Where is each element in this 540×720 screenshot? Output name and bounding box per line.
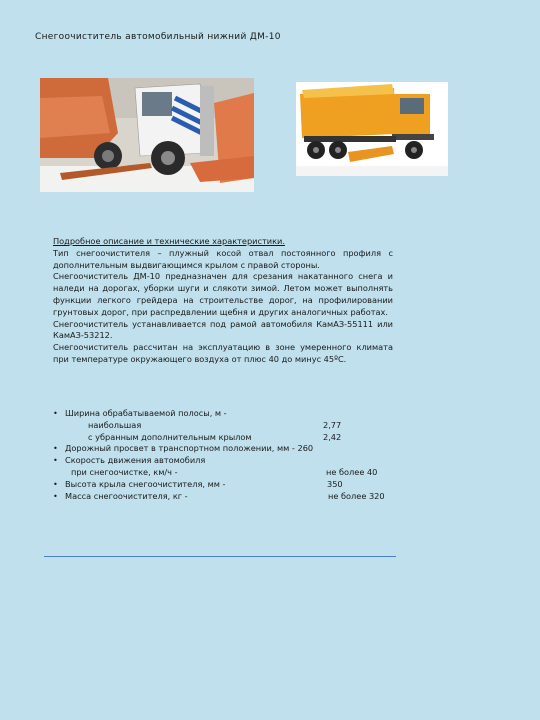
spec-label: Дорожный просвет в транспортном положении, мм - 260 (65, 443, 314, 454)
description-block (53, 236, 393, 366)
spec-row (53, 432, 398, 444)
spec-row (53, 443, 398, 455)
spec-label: Масса снегоочистителя, кг - (65, 490, 188, 501)
spec-value: не более 40 (326, 466, 378, 477)
bullet: • (53, 408, 58, 418)
spec-value: 2,42 (323, 431, 342, 442)
description-heading: Подробное описание и технические характеристики. (53, 236, 285, 246)
spec-label: Ширина обрабатываемой полосы, м - (65, 408, 227, 418)
spec-value: 350 (327, 478, 343, 489)
spec-label: Высота крыла снегоочистителя, мм - (65, 478, 226, 489)
page-title: Снегоочиститель автомобильный нижний ДМ-10 (35, 32, 281, 42)
spec-row (53, 491, 398, 503)
spec-row (53, 420, 398, 432)
spec-label: с убранным дополнительным крылом (88, 431, 252, 442)
description-paragraph: Тип снегоочистителя – плужный косой отвал постоянного профиля с дополнительным выдвигающимся крылом с правой стороны. (53, 247, 393, 270)
description-paragraph: Снегоочиститель ДМ-10 предназначен для срезания накатанного снега и наледи на дорогах, уборки шуги и слякоти зимой. Летом может выполнять функции легкого грейдера на строительстве дорог, на профилировании грунтовых дорог, при распредвлении щебня и других аналогичных работах. (53, 271, 393, 317)
bullet: • (53, 443, 58, 454)
spec-row (53, 479, 398, 491)
spec-row (53, 455, 398, 467)
spec-value: 2,77 (323, 419, 342, 430)
truck-photo-side (296, 82, 448, 176)
spec-row (53, 408, 398, 420)
bullet: • (53, 490, 58, 501)
spec-label: при снегоочистке, км/ч - (71, 466, 178, 477)
horizontal-rule (44, 556, 396, 557)
description-paragraph: Снегоочиститель устанавливается под рамой автомобиля КамАЗ-55111 или КамАЗ-53212. (53, 318, 393, 341)
bullet: • (53, 478, 58, 489)
truck-photo-front (40, 78, 254, 192)
spec-label: наибольшая (88, 419, 142, 430)
spec-label: Скорость движения автомобиля (65, 455, 206, 466)
spec-list (53, 408, 398, 502)
description-paragraph: Снегоочиститель рассчитан на эксплуатацию в зоне умеренного климата при температуре окружающего воздуха от плюс 40 до минус 45ºС. (53, 342, 393, 364)
bullet: • (53, 455, 58, 466)
spec-value: не более 320 (328, 490, 385, 501)
spec-row (53, 467, 398, 479)
